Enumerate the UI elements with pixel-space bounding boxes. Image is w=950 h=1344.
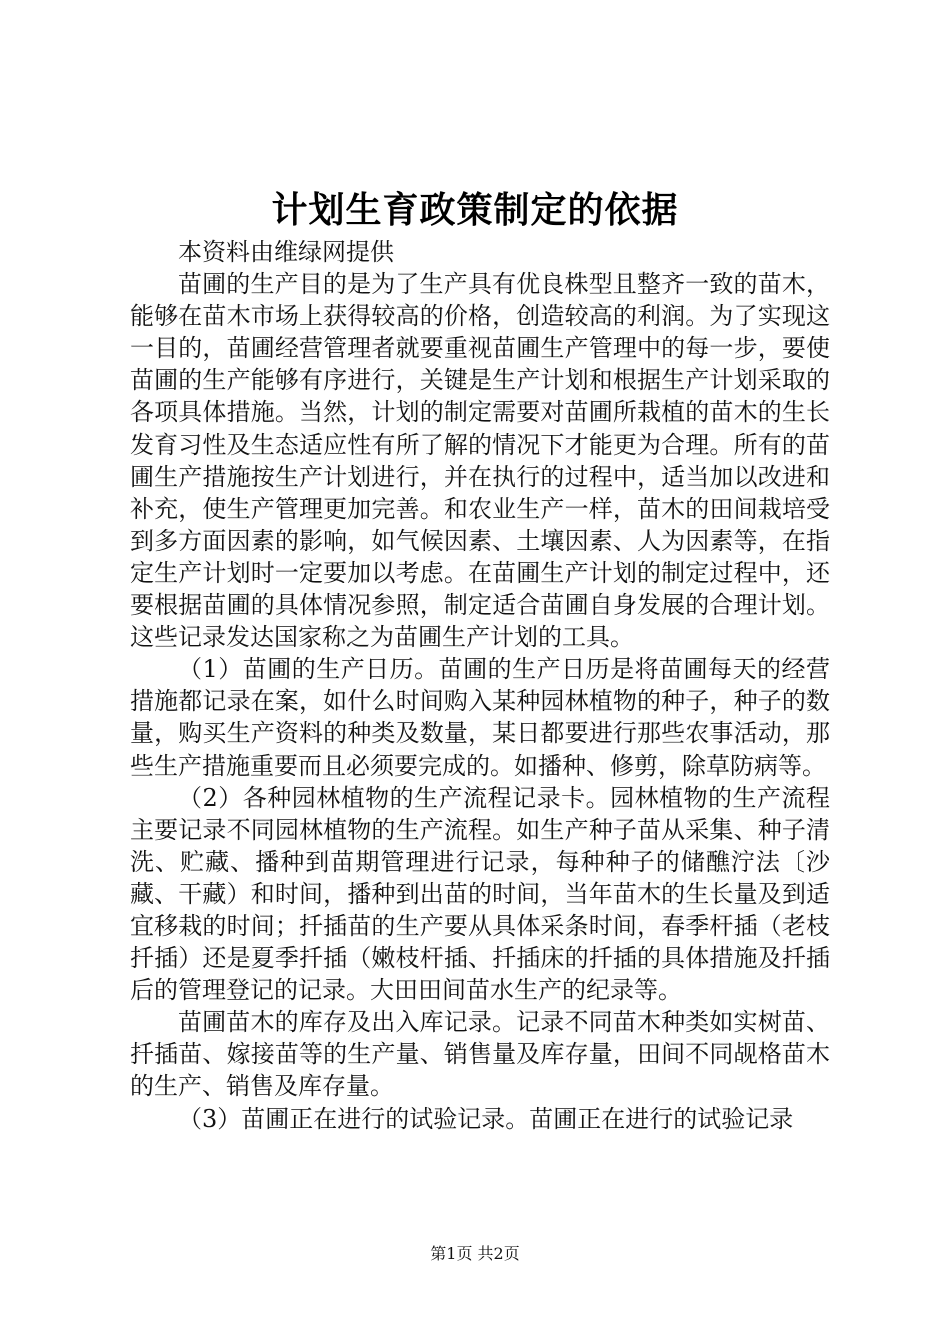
- source-note: 本资料由维绿网提供: [178, 238, 394, 266]
- document-body: [130, 236, 830, 1135]
- paragraph-item-2: （2）各种园林植物的生产流程记录卡。园林植物的生产流程主要记录不同园林植物的生产流程。如生产种子苗从采集、种子清洗、贮藏、播种到苗期管理进行记录，每种种子的储醮泞法〔沙藏、干藏）和时间，播种到出苗的时间，当年苗木的生长量及到适宜移栽的时间；扦插苗的生产要从具体采条时间，春季杆插（老枝扦插）还是夏季扦插（嫩枝杆插、扦插床的扦插的具体措施及扦插后的管理登记的记录。大田田间苗水生产的纪录等。: [130, 783, 830, 1005]
- paragraph-intro: 苗圃的生产目的是为了生产具有优良株型且整齐一致的苗木，能够在苗木市场上获得较高的价格，创造较高的利润。为了实现这一目的，苗圃经营管理者就要重视苗圃生产管理中的每一步，要使苗圃的生产能够有序进行，关键是生产计划和根据生产计划采取的各项具体措施。当然，计划的制定需要对苗圃所栽植的苗木的生长发育习性及生态适应性有所了解的情况下才能更为合理。所有的苗圃生产措施按生产计划进行，并在执行的过程中，适当加以改进和补充，使生产管理更加完善。和农业生产一样，苗木的田间栽培受到多方面因素的影响，如气候因素、土壤因素、人为因素等，在指定生产计划时一定要加以考虑。在苗圃生产计划的制定过程中，还要根据苗圃的具体情况参照，制定适合苗圃自身发展的合理计划。这些记录发达国家称之为苗圃生产计划的工具。: [130, 270, 830, 652]
- document-title: 计划生育政策制定的依据: [271, 189, 679, 231]
- paragraph-item-1: （1）苗圃的生产日历。苗圃的生产日历是将苗圃每天的经营措施都记录在案，如什么时间购入某种园林植物的种子，种子的数量，购买生产资料的种类及数量，某日都要进行那些农事活动，那些生产措施重要而且必须要完成的。如播种、修剪，除草防病等。: [130, 655, 830, 780]
- paragraph-inventory: 苗圃苗木的库存及出入库记录。记录不同苗木种类如实树苗、扦插苗、嫁接苗等的生产量、销售量及库存量，田间不同觇格苗木的生产、销售及库存量。: [130, 1008, 830, 1101]
- page-number: 第1页 共2页: [430, 1244, 520, 1263]
- paragraph-item-3: （3）苗圃正在进行的试验记录。苗圃正在进行的试验记录: [178, 1104, 794, 1133]
